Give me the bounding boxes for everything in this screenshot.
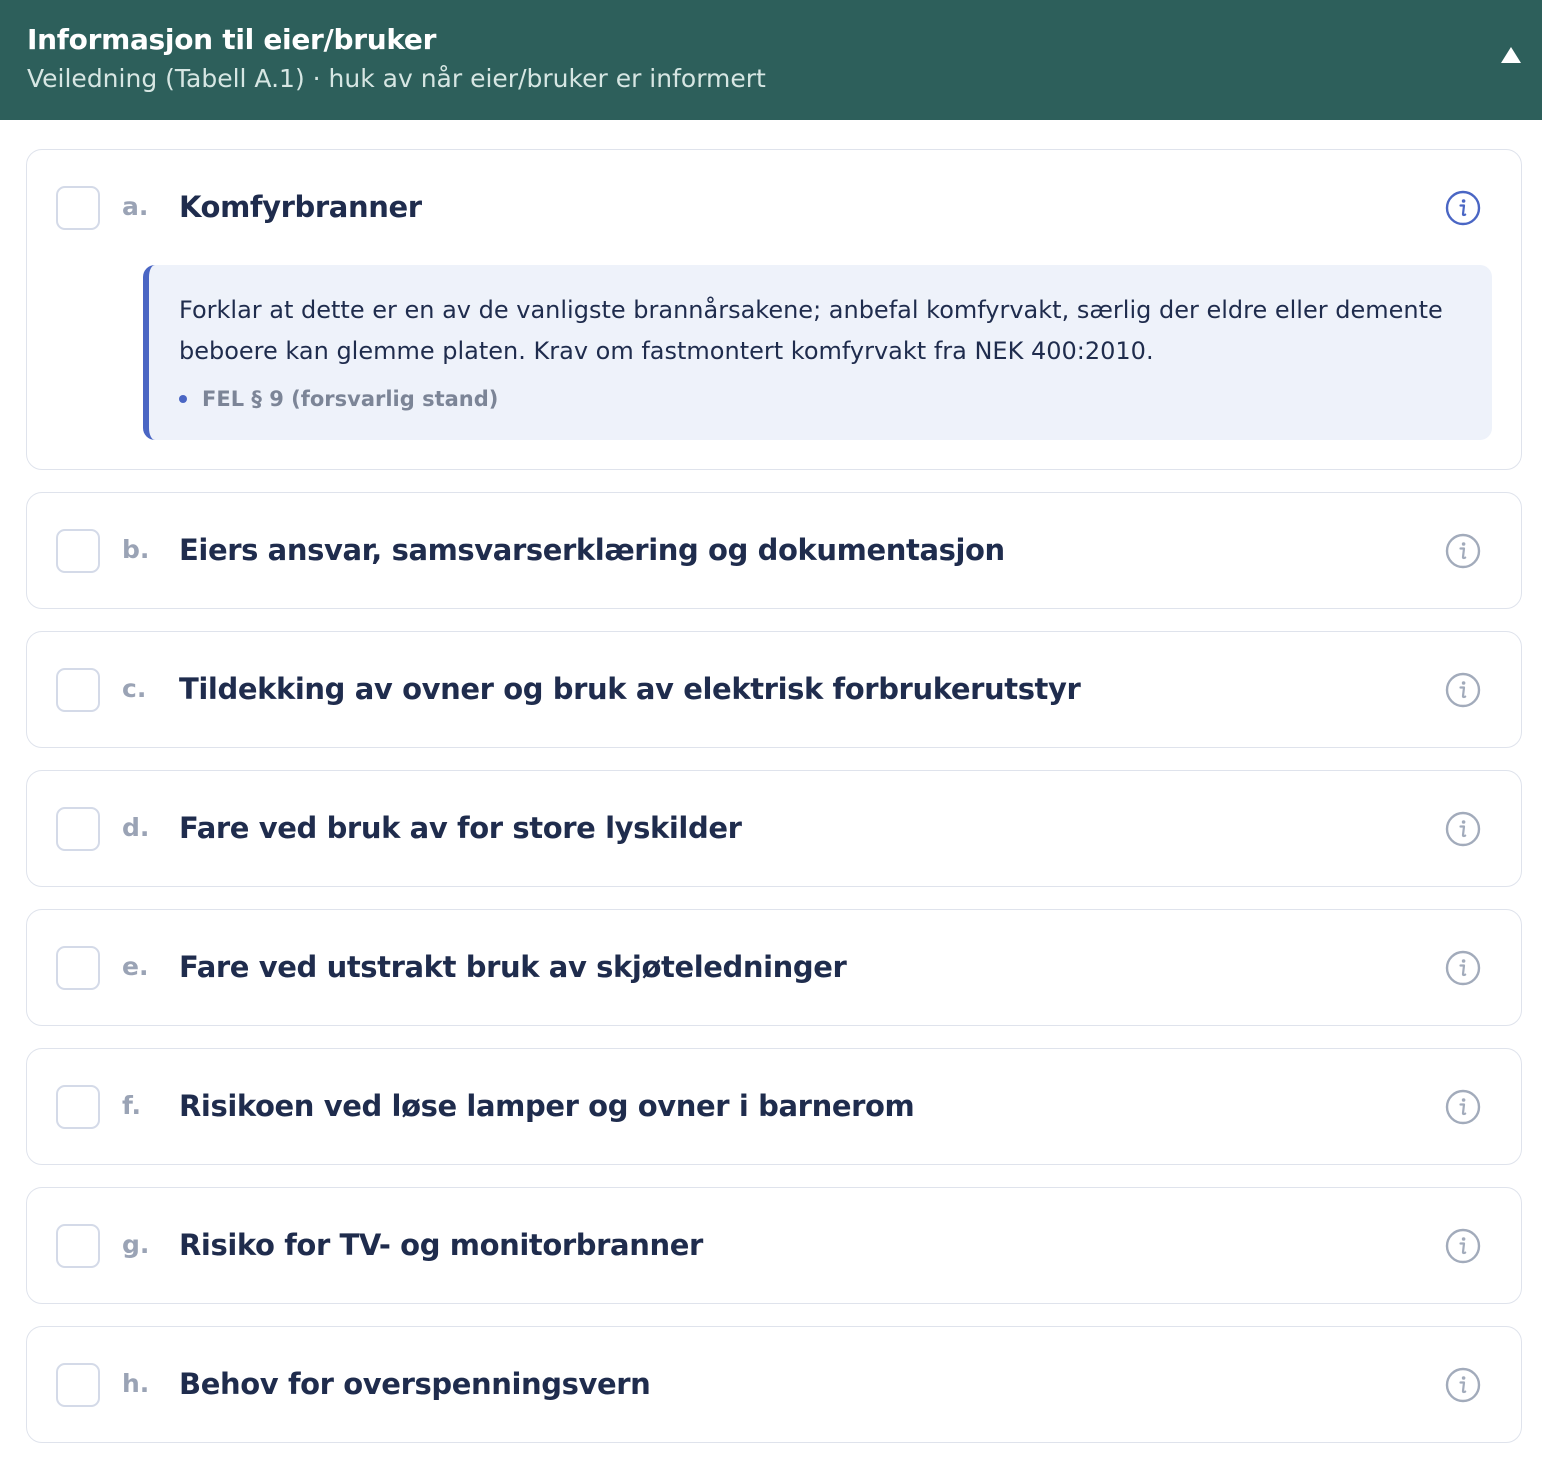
checklist-item-row[interactable] [27, 910, 1521, 1025]
item-title: Fare ved utstrakt bruk av skjøteledninger [179, 950, 847, 984]
item-checkbox[interactable] [56, 946, 100, 990]
item-checkbox[interactable] [56, 529, 100, 573]
guidance-panel [143, 265, 1492, 440]
checklist-item [26, 770, 1522, 887]
checklist-item [26, 149, 1522, 470]
checklist-item [26, 492, 1522, 609]
item-checkbox[interactable] [56, 1085, 100, 1129]
checklist-item-row[interactable] [27, 150, 1521, 265]
item-checkbox[interactable] [56, 186, 100, 230]
item-checkbox[interactable] [56, 668, 100, 712]
item-letter: b. [122, 535, 150, 564]
info-icon[interactable] [1445, 1367, 1481, 1403]
section-header[interactable] [0, 0, 1542, 120]
checklist-item [26, 1326, 1522, 1443]
item-letter: d. [122, 813, 150, 842]
checklist-item-row[interactable] [27, 1049, 1521, 1164]
checklist [26, 149, 1522, 1465]
item-letter: e. [122, 952, 149, 981]
item-checkbox[interactable] [56, 1224, 100, 1268]
item-letter: h. [122, 1369, 150, 1398]
triangle-up-icon[interactable] [1500, 46, 1522, 64]
item-title: Tildekking av ovner og bruk av elektrisk forbrukerutstyr [179, 672, 1081, 706]
item-title: Behov for overspenningsvern [179, 1367, 651, 1401]
checklist-item [26, 631, 1522, 748]
info-icon[interactable] [1445, 811, 1481, 847]
item-letter: g. [122, 1230, 150, 1259]
item-letter: c. [122, 674, 147, 703]
reference-text: FEL § 9 (forsvarlig stand) [202, 387, 499, 411]
info-icon[interactable] [1445, 950, 1481, 986]
item-title: Komfyrbranner [179, 190, 422, 224]
reference-item [179, 384, 1462, 414]
item-letter: f. [122, 1091, 142, 1120]
item-letter: a. [122, 192, 149, 221]
checklist-item [26, 909, 1522, 1026]
item-title: Risiko for TV- og monitorbranner [179, 1228, 703, 1262]
checklist-item-row[interactable] [27, 493, 1521, 608]
item-title: Fare ved bruk av for store lyskilder [179, 811, 742, 845]
guidance-text: Forklar at dette er en av de vanligste brannårsakene; anbefal komfyrvakt, særlig der eldre eller demente beboere kan glemme platen. Krav om fastmontert komfyrvakt fra NEK 400:2010. [179, 296, 1443, 365]
checklist-item-row[interactable] [27, 1327, 1521, 1442]
item-checkbox[interactable] [56, 807, 100, 851]
section-title: Informasjon til eier/bruker [27, 23, 437, 56]
info-icon[interactable] [1445, 672, 1481, 708]
item-title: Eiers ansvar, samsvarserklæring og dokumentasjon [179, 533, 1005, 567]
checklist-item-row[interactable] [27, 771, 1521, 886]
item-checkbox[interactable] [56, 1363, 100, 1407]
info-icon[interactable] [1445, 1228, 1481, 1264]
info-icon[interactable] [1445, 1089, 1481, 1125]
item-title: Risikoen ved løse lamper og ovner i barnerom [179, 1089, 915, 1123]
checklist-item-row[interactable] [27, 1188, 1521, 1303]
info-icon[interactable] [1445, 533, 1481, 569]
section-subtitle: Veiledning (Tabell A.1) · huk av når eier/bruker er informert [27, 64, 766, 93]
bullet-icon [179, 395, 187, 403]
checklist-item [26, 1187, 1522, 1304]
checklist-item [26, 1048, 1522, 1165]
checklist-item-row[interactable] [27, 632, 1521, 747]
info-icon[interactable] [1445, 190, 1481, 226]
